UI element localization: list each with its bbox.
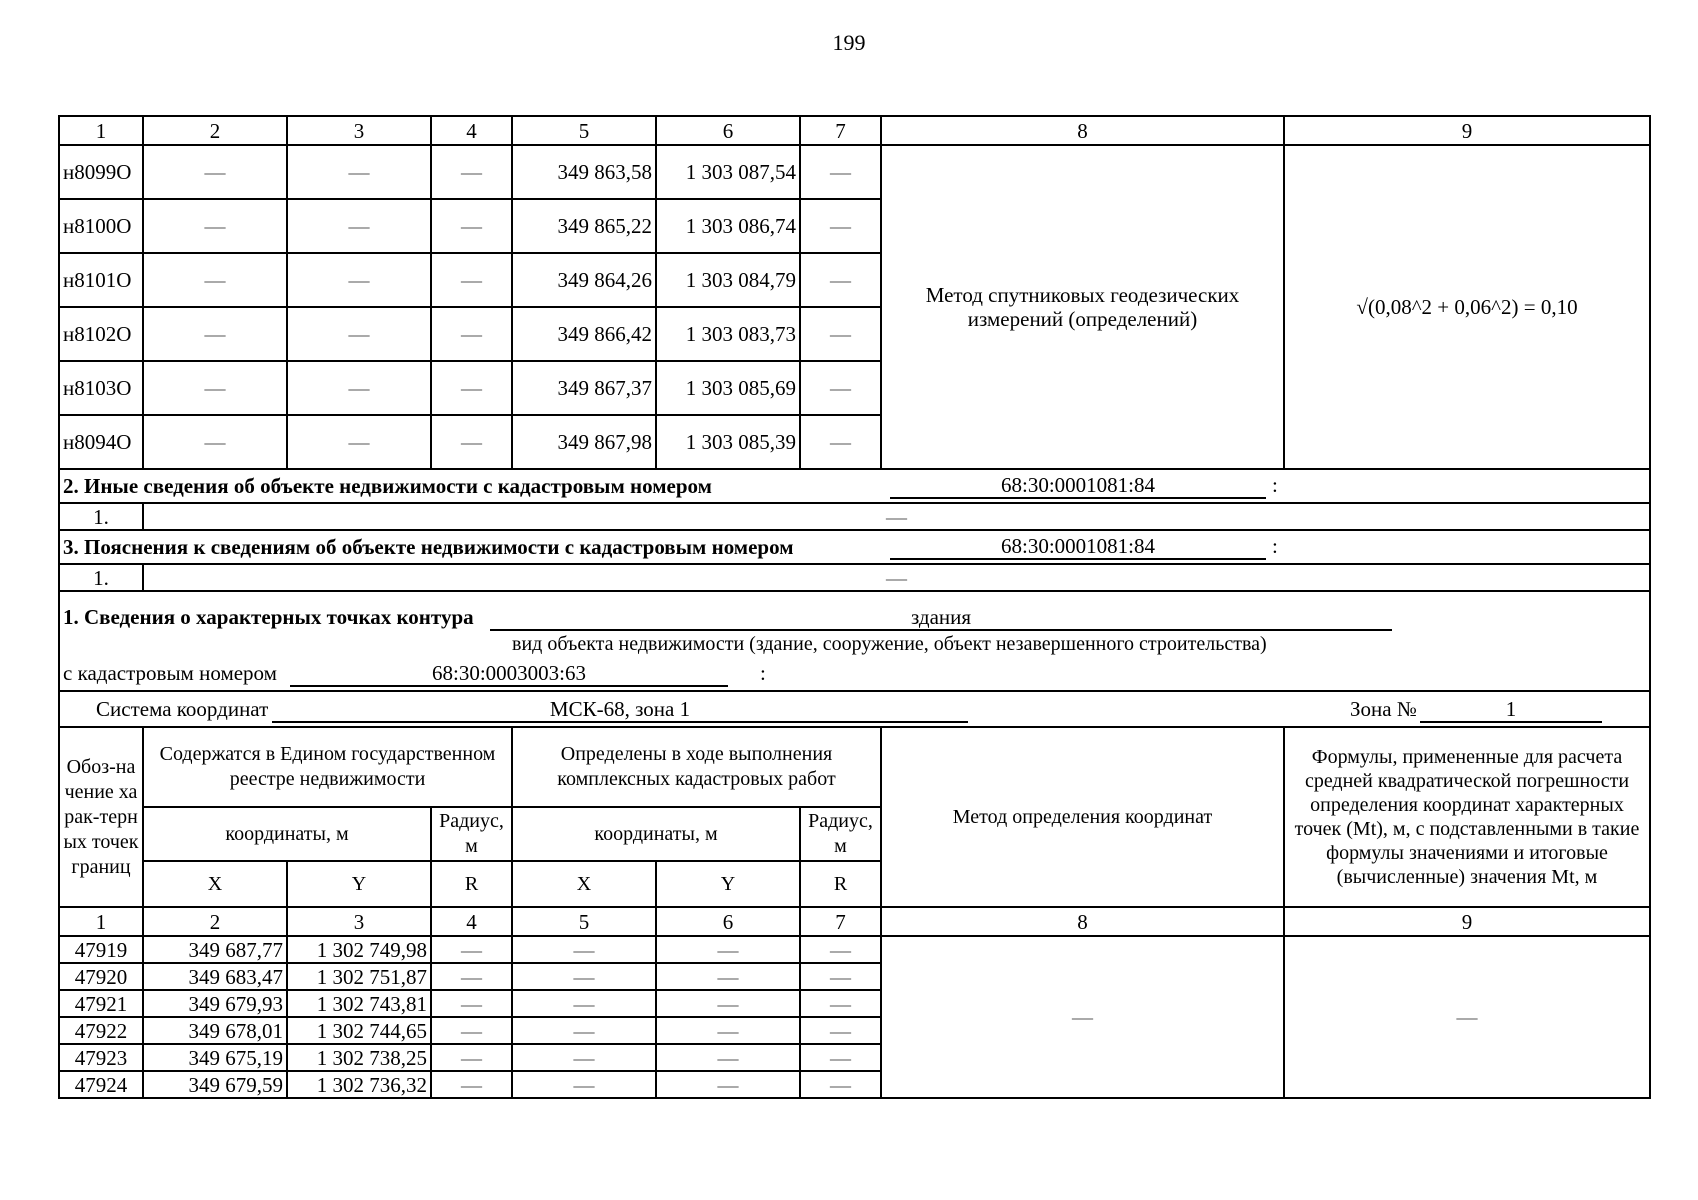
- cell: —: [143, 145, 287, 199]
- section-1-title: 1. Сведения о характерных точках контура: [63, 605, 474, 629]
- cell: —: [431, 963, 512, 990]
- coord-x: 349 867,37: [512, 361, 656, 415]
- kkr-header: Определены в ходе выполнения комплексных кадастровых работ: [512, 727, 881, 807]
- formula-cell: √(0,08^2 + 0,06^2) = 0,10: [1284, 145, 1650, 469]
- cell: —: [800, 145, 881, 199]
- cell: —: [287, 199, 431, 253]
- cadastral-document: [58, 115, 1649, 1099]
- r-header: R: [431, 861, 512, 907]
- coord-x: 349 866,42: [512, 307, 656, 361]
- coord-y: 1 302 738,25: [287, 1044, 431, 1071]
- coordinate-system-row: [59, 691, 1650, 727]
- table-row: [59, 936, 1650, 963]
- section-3-item: [59, 564, 1650, 591]
- cell: —: [512, 1044, 656, 1071]
- coord-y: 1 302 749,98: [287, 936, 431, 963]
- cell: —: [656, 990, 800, 1017]
- item-number: 1.: [59, 564, 143, 591]
- colon: :: [1272, 534, 1278, 558]
- col-num: 9: [1284, 116, 1650, 145]
- cell: —: [431, 415, 512, 469]
- cadastral-label: с кадастровым номером: [63, 661, 277, 685]
- formulas-header: Формулы, примененные для расчета средней квадратической погрешности определения координат характерных точек (Mt), м, с подставленными в такие формулы значениями и итоговые (вычисленные) значения Mt, м: [1284, 727, 1650, 907]
- cell: —: [656, 1071, 800, 1098]
- coordinate-system-value: МСК-68, зона 1: [272, 697, 968, 723]
- col-num: 6: [656, 907, 800, 936]
- zone-label: Зона №: [1350, 697, 1417, 721]
- coord-x: 349 679,93: [143, 990, 287, 1017]
- coord-x: 349 675,19: [143, 1044, 287, 1071]
- cell: —: [800, 253, 881, 307]
- cell: —: [512, 963, 656, 990]
- cell: —: [512, 990, 656, 1017]
- coord-y: 1 302 743,81: [287, 990, 431, 1017]
- col-num: 8: [881, 907, 1284, 936]
- coord-y: 1 303 085,39: [656, 415, 800, 469]
- cell: —: [800, 1017, 881, 1044]
- section-3-cadastral-number: 68:30:0001081:84: [890, 534, 1266, 560]
- coord-x: 349 867,98: [512, 415, 656, 469]
- coord-x: 349 683,47: [143, 963, 287, 990]
- coord-y: 1 303 084,79: [656, 253, 800, 307]
- cell: —: [431, 1044, 512, 1071]
- coords-header: координаты, м: [143, 807, 431, 861]
- point-id: 47922: [59, 1017, 143, 1044]
- cell: —: [800, 990, 881, 1017]
- col-num: 2: [143, 116, 287, 145]
- r-header: R: [800, 861, 881, 907]
- section-2-title: 2. Иные сведения об объекте недвижимости с кадастровым номером: [63, 474, 712, 498]
- coord-y: 1 303 086,74: [656, 199, 800, 253]
- cell: —: [287, 253, 431, 307]
- cell: —: [800, 199, 881, 253]
- col-num: 3: [287, 116, 431, 145]
- coord-x: 349 865,22: [512, 199, 656, 253]
- method-cell: Метод спутниковых геодезических измерений (определений): [881, 145, 1284, 469]
- section-3-header: [59, 530, 1650, 564]
- cell: —: [431, 936, 512, 963]
- col-num: 8: [881, 116, 1284, 145]
- cell: —: [287, 145, 431, 199]
- cell: —: [656, 1017, 800, 1044]
- section-2-cadastral-number: 68:30:0001081:84: [890, 473, 1266, 499]
- method-header: Метод определения координат: [881, 727, 1284, 907]
- point-id: н8101О: [59, 253, 143, 307]
- cell: —: [656, 1044, 800, 1071]
- coord-x: 349 864,26: [512, 253, 656, 307]
- item-value: —: [143, 564, 1650, 591]
- cell: —: [431, 1017, 512, 1044]
- object-type-hint: вид объекта недвижимости (здание, сооружение, объект незавершенного строительства): [512, 633, 1267, 655]
- column-number-row: [59, 116, 1650, 145]
- method-cell: —: [881, 936, 1284, 1098]
- col-num: 5: [512, 116, 656, 145]
- col-num: 7: [800, 907, 881, 936]
- cell: —: [512, 1071, 656, 1098]
- radius-header: Радиус, м: [431, 807, 512, 861]
- y-header: Y: [656, 861, 800, 907]
- cell: —: [431, 1071, 512, 1098]
- zone-value: 1: [1420, 697, 1602, 723]
- col-num: 1: [59, 116, 143, 145]
- cell: —: [287, 361, 431, 415]
- point-id: 47920: [59, 963, 143, 990]
- point-id: н8102О: [59, 307, 143, 361]
- col-num: 7: [800, 116, 881, 145]
- section-3-title: 3. Пояснения к сведениям об объекте недвижимости с кадастровым номером: [63, 535, 794, 559]
- section-1-header: [59, 601, 1650, 691]
- cell: —: [431, 145, 512, 199]
- col-num: 5: [512, 907, 656, 936]
- cell: —: [656, 963, 800, 990]
- item-number: 1.: [59, 503, 143, 530]
- col-num: 2: [143, 907, 287, 936]
- cell: —: [800, 936, 881, 963]
- point-id: н8094О: [59, 415, 143, 469]
- col-num: 3: [287, 907, 431, 936]
- y-header: Y: [287, 861, 431, 907]
- header-row-1: [59, 727, 1650, 807]
- cell: —: [143, 253, 287, 307]
- coord-x: 349 687,77: [143, 936, 287, 963]
- coord-y: 1 303 087,54: [656, 145, 800, 199]
- cell: —: [143, 361, 287, 415]
- cell: —: [431, 199, 512, 253]
- point-id: 47921: [59, 990, 143, 1017]
- point-id: 47919: [59, 936, 143, 963]
- colon: :: [760, 661, 766, 685]
- coord-y: 1 302 751,87: [287, 963, 431, 990]
- point-id: н8099О: [59, 145, 143, 199]
- coords-header: координаты, м: [512, 807, 800, 861]
- coord-y: 1 302 744,65: [287, 1017, 431, 1044]
- coordinates-table: [58, 115, 1651, 1099]
- designation-header: Обоз-начение харак-терных точек границ: [59, 727, 143, 907]
- cell: —: [800, 1071, 881, 1098]
- item-value: —: [143, 503, 1650, 530]
- colon: :: [1272, 473, 1278, 497]
- coord-y: 1 303 085,69: [656, 361, 800, 415]
- cell: —: [512, 936, 656, 963]
- cell: —: [800, 361, 881, 415]
- coord-x: 349 679,59: [143, 1071, 287, 1098]
- section-2-header: [59, 469, 1650, 503]
- column-number-row: [59, 907, 1650, 936]
- section-2-item: [59, 503, 1650, 530]
- cell: —: [800, 307, 881, 361]
- cell: —: [143, 415, 287, 469]
- col-num: 1: [59, 907, 143, 936]
- col-num: 6: [656, 116, 800, 145]
- coord-y: 1 302 736,32: [287, 1071, 431, 1098]
- col-num: 9: [1284, 907, 1650, 936]
- cell: —: [143, 199, 287, 253]
- coordinate-system-label: Система координат: [96, 697, 269, 721]
- cell: —: [287, 307, 431, 361]
- table-row: [59, 145, 1650, 199]
- cell: —: [143, 307, 287, 361]
- cell: —: [800, 1044, 881, 1071]
- cell: —: [800, 963, 881, 990]
- point-id: 47924: [59, 1071, 143, 1098]
- cell: —: [512, 1017, 656, 1044]
- coord-x: 349 678,01: [143, 1017, 287, 1044]
- coord-x: 349 863,58: [512, 145, 656, 199]
- cell: —: [800, 415, 881, 469]
- cell: —: [431, 307, 512, 361]
- x-header: X: [512, 861, 656, 907]
- cell: —: [431, 253, 512, 307]
- cadastral-number: 68:30:0003003:63: [290, 661, 728, 687]
- cell: —: [431, 361, 512, 415]
- object-type: здания: [490, 605, 1392, 631]
- radius-header: Радиус, м: [800, 807, 881, 861]
- x-header: X: [143, 861, 287, 907]
- formula-cell: —: [1284, 936, 1650, 1098]
- cell: —: [431, 990, 512, 1017]
- point-id: 47923: [59, 1044, 143, 1071]
- col-num: 4: [431, 907, 512, 936]
- page-number: 199: [832, 30, 866, 55]
- egrn-header: Содержатся в Едином государственном реестре недвижимости: [143, 727, 512, 807]
- point-id: н8100О: [59, 199, 143, 253]
- cell: —: [656, 936, 800, 963]
- cell: —: [287, 415, 431, 469]
- col-num: 4: [431, 116, 512, 145]
- coord-y: 1 303 083,73: [656, 307, 800, 361]
- point-id: н8103О: [59, 361, 143, 415]
- separator: [59, 591, 1650, 601]
